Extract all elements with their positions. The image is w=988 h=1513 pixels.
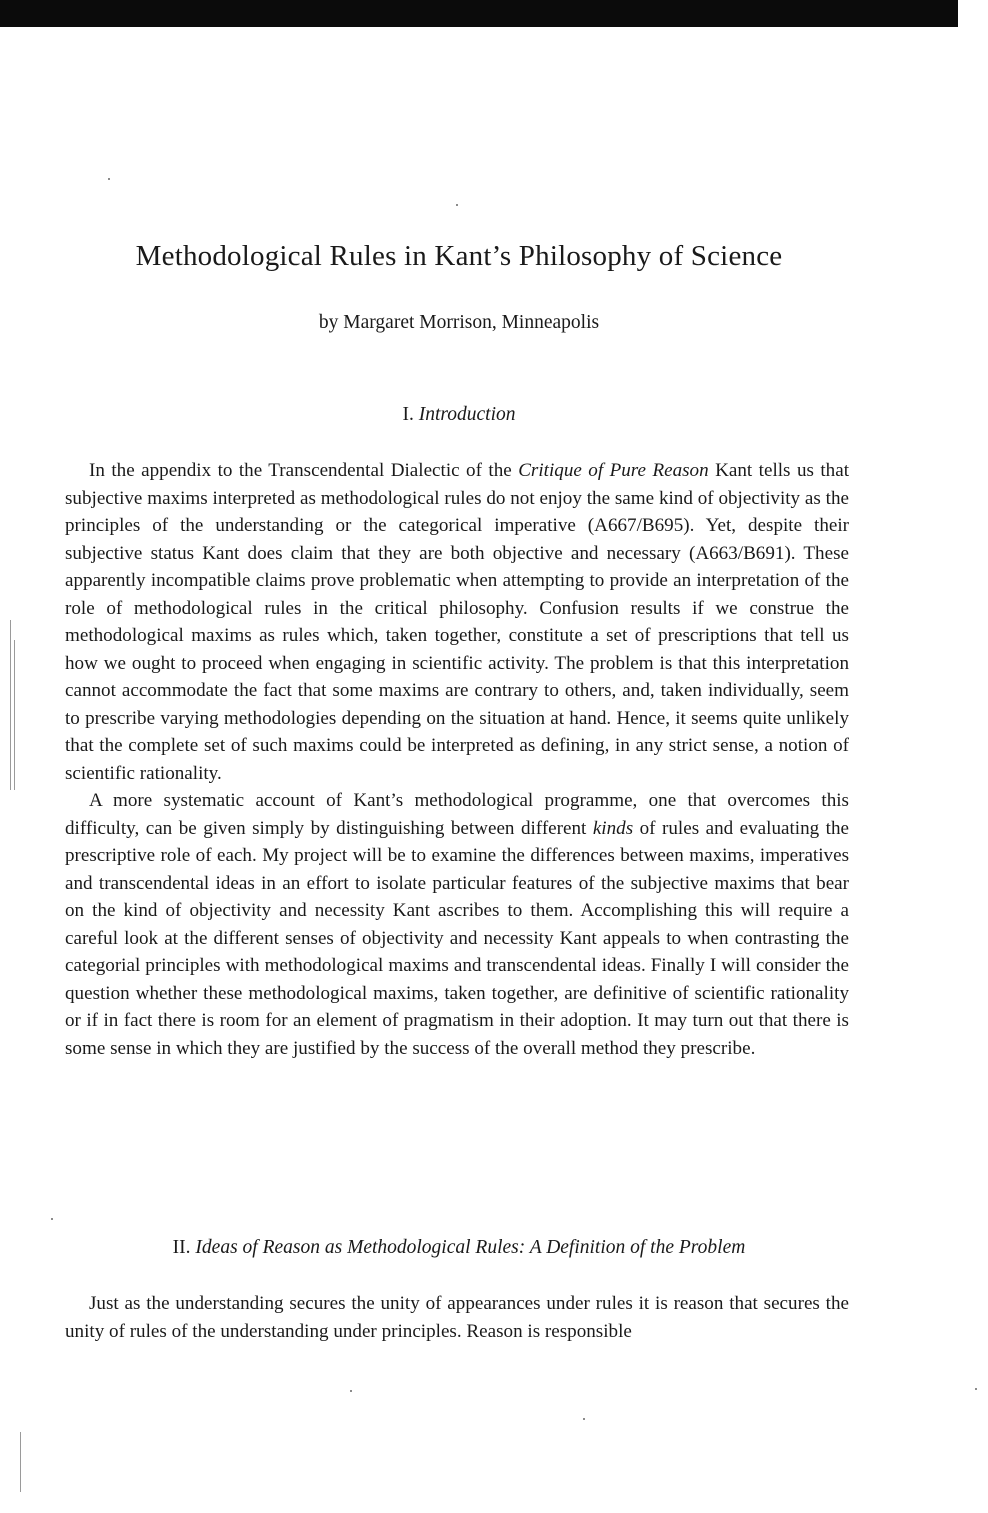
scan-speck bbox=[456, 204, 458, 206]
top-scan-bar bbox=[0, 0, 958, 27]
scan-speck bbox=[583, 1418, 585, 1420]
scan-margin-mark bbox=[20, 1432, 21, 1492]
introduction-body bbox=[65, 457, 849, 1062]
section-heading-ideas-of-reason bbox=[0, 1237, 918, 1259]
section-heading-introduction bbox=[0, 404, 918, 426]
page-title: Methodological Rules in Kant’s Philosophy of Science bbox=[135, 240, 783, 272]
scan-speck bbox=[51, 1218, 53, 1220]
scan-margin-mark bbox=[14, 640, 15, 790]
section-numeral: I. bbox=[402, 404, 414, 425]
emphasis-text: kinds bbox=[592, 817, 634, 839]
author-byline: by Margaret Morrison, Minneapolis bbox=[318, 312, 600, 333]
scan-speck bbox=[108, 178, 110, 180]
section-heading-text: Ideas of Reason as Methodological Rules: A Definition of the Problem bbox=[195, 1237, 746, 1258]
paragraph: A more systematic account of Kant’s methodological programme, one that overcomes this difficulty, can be given simply by distinguishing between different kinds of rules and evaluating the prescriptive role of each. My project will be to examine the differences between maxims, imperatives and transcendental ideas in an effort to isolate particular features of the subjective maxims that bear on the kind of objectivity and necessity Kant ascribes to them. Accomplishing this will require a careful look at the different senses of objectivity and necessity Kant appeals to when contrasting the categorial principles with methodological maxims and transcendental ideas. Finally I will consider the question whether these methodological maxims, taken together, are definitive of scientific rationality or if in fact there is room for an element of pragmatism in their adoption. It may turn out that there is some sense in which they are justified by the success of the overall method they prescribe. bbox=[65, 790, 849, 1059]
section2-body bbox=[65, 1290, 849, 1345]
scan-margin-mark bbox=[10, 620, 11, 790]
scan-speck bbox=[350, 1390, 352, 1392]
section-numeral: II. bbox=[172, 1237, 191, 1258]
emphasis-text: Critique of Pure Reason bbox=[518, 460, 709, 481]
scan-speck bbox=[975, 1388, 977, 1390]
section-heading-text: Introduction bbox=[418, 404, 516, 425]
paragraph: Just as the understanding secures the unity of appearances under rules it is reason that secures the unity of rules of the understanding under principles. Reason is responsible bbox=[65, 1293, 849, 1342]
paragraph: In the appendix to the Transcendental Dialectic of the Critique of Pure Reason Kant tells us that subjective maxims interpreted as methodological rules do not enjoy the same kind of objectivity as the principles of the understanding or the categorical imperative (A667/B695). Yet, despite their subjective status Kant does claim that they are both objective and necessary (A663/B691). These apparently incompatible claims prove problematic when attempting to provide an interpretation of the role of methodological rules in the critical philosophy. Confusion results if we construe the methodological maxims as rules which, taken together, constitute a set of prescriptions that tell us how we ought to proceed when engaging in scientific activity. The problem is that this interpretation cannot accommodate the fact that some maxims are contrary to others, and, taken individually, seem to prescribe varying methodologies depending on the situation at hand. Hence, it seems quite unlikely that the complete set of such maxims could be interpreted as defining, in any strict sense, a notion of scientific rationality. bbox=[65, 460, 849, 784]
